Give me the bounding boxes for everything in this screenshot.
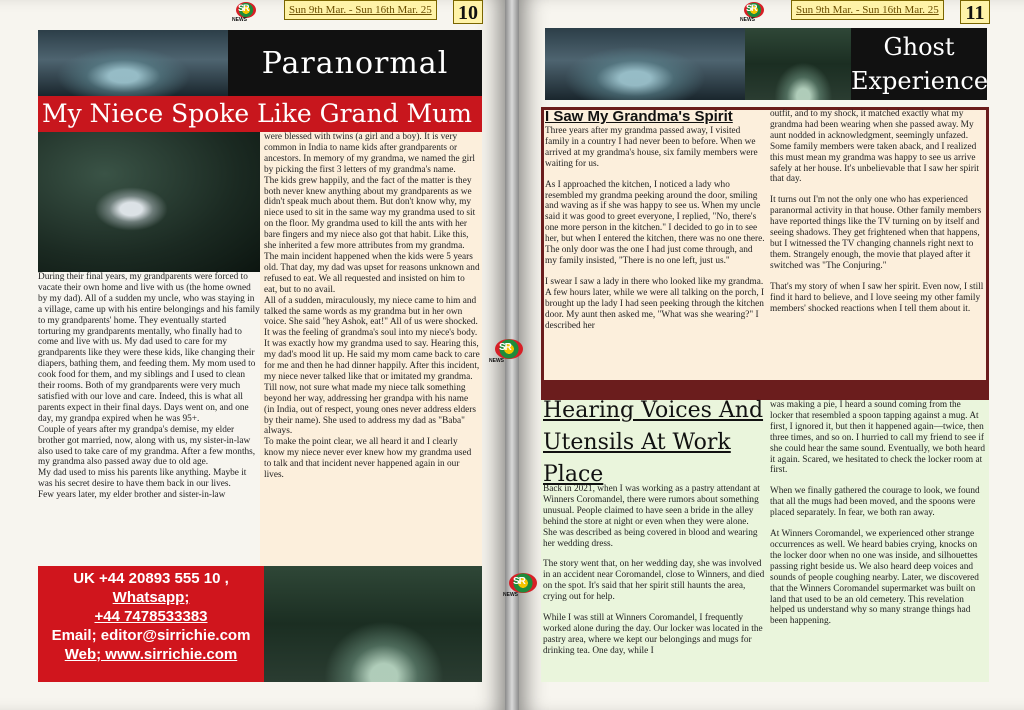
section-title-paranormal: Paranormal — [261, 45, 449, 81]
page-number-left: 10 — [453, 0, 483, 24]
whatsapp-phone-link[interactable]: +44 7478533383 — [94, 608, 208, 625]
ghost-banner-image — [545, 28, 745, 100]
section-title-ghost: Ghost — [883, 33, 955, 61]
sr-news-seal-lower: SR NEWS — [503, 570, 543, 600]
hearing-story-column-2 — [770, 400, 986, 680]
paragraph: All of a sudden, miraculously, my niece came to him and talked the same words as my grandma but in her own voice. She said "hey Ashok, eat!" All of us were shocked. It was the feeling of grandma's soul into my niece's body. It was exactly how my grandma used to say. Hearing this, my dad's mood lit up. He said my mom came back to care for me and then he had dinner happily. After this incident, my niece never talked like that or imitated my grandma. Till now, not sure what made my niece talk something beyond her way, addressing her grandpa with his name (in India, out of respect, young ones never address elders by their name). She used to address my dad as "Baba" always. — [264, 295, 480, 437]
misty-road-image-right — [745, 28, 851, 100]
date-range: Sun 9th Mar. - Sun 16th Mar. 25 — [284, 0, 437, 20]
sr-news-logo: SR NEWS — [232, 2, 266, 22]
hearing-story-title: Hearing Voices And Utensils At Work Place — [543, 398, 764, 487]
paragraph: As I approached the kitchen, I noticed a lady who resembled my grandma peeking around the door, smiling and waving as if she was happy to see us. When my uncle said it was good to greet everyone, I replied, "No, there's one more person in the kitchen." I decided to go in to see her, but when I entered the kitchen, there was no one there. The only door was the one I had just come through, and my family insisted, "There is no one left, just us." — [545, 179, 765, 266]
hearing-story-column-1 — [543, 484, 765, 680]
paragraph: Few years later, my elder brother and sister-in-law — [38, 490, 226, 501]
niece-story-column-1 — [38, 272, 260, 566]
paragraph: Three years after my grandma passed away, I visited family in a country I had never been to before. When we arrived at my grandma's house, six family members were waiting for us. — [545, 126, 758, 169]
ghost-experience-title-box — [851, 28, 987, 100]
section-title-experience: Experience — [851, 67, 989, 95]
paragraph: I swear I saw a lady in there who looked like my grandma. A few hours later, while we were all talking on the porch, I brought up the lady I had seen peeking through the kitchen door. My aunt then asked me, "What was she wearing?" I described her — [545, 276, 765, 331]
paranormal-title-box — [228, 30, 482, 96]
paragraph: It turns out I'm not the only one who has experienced paranormal activity in that house. Other family members have reported things like the TV turning on by itself and seeing shadows. They get frightened when that happens, but I witnessed the TV changing channels right next to them. Strangely enough, the movie that played after it switched was "The Conjuring." — [770, 195, 982, 271]
sr-news-seal-center: SR NEWS — [489, 336, 529, 366]
paragraph: The kids grew happily, and the fact of the matter is they both never knew anything about my grandparents as we didn't speak much about them. But don't know why, my niece used to sit in the same way my grandma used to sit on the floor. My grandma used to kill the ants with her bare fingers and my niece also got that habit. Like this, she inherited a few more attributes from my grandma. — [264, 175, 476, 252]
paragraph: My dad used to miss his parents like anything. Maybe it was his secret desire to have them back in our lives. — [38, 468, 247, 490]
headline-niece: My Niece Spoke Like Grand Mum — [38, 96, 482, 132]
spirit-story-column-2 — [770, 109, 984, 380]
email-link[interactable]: Email; editor@sirrichie.com — [51, 627, 251, 644]
paragraph: The main incident happened when the kids were 5 years old. That day, my dad was upset for reasons unknown and refused to eat. We all requested and insisted on him to eat, but to no avail. — [264, 251, 480, 295]
paragraph: That's my story of when I saw her spirit. Even now, I still find it hard to believe, and I love seeing my other family members' shocked reactions when I tell them about it. — [770, 281, 984, 314]
paragraph: To make the point clear, we all heard it and I clearly know my niece never ever knew how my grandma used to talk and that incident never happened again in our lives. — [264, 437, 472, 481]
website-link[interactable]: Web; www.sirrichie.com — [64, 646, 238, 663]
paragraph: During their final years, my grandparents were forced to vacate their own home and live with us (the home owned by my dad). All of a sudden my uncle, who was staying in a village, came up with his entire belongings and his family to my grandparents' home. They eventually started torturing my grandparents mentally, who finally had to come and live with us. My dad used to care for my grandparents like they were these kids, like changing their diapers, bathing them, and feeding them. My mom used to cook food for them, and my siblings and I used to clean their rooms. Both of my grandparents were very much satisfied with our love and care. Indeed, this is what all parents expect in their final days. Days went on, and one day, my grandpa expired when he was 95+. — [38, 272, 260, 424]
spirit-story-column-1 — [545, 126, 765, 380]
paranormal-banner-image — [38, 30, 228, 96]
paragraph: Back in 2021, when I was working as a pastry attendant at Winners Coromandel, there were rumors about something unusual. People claimed to have seen a bride in the alley behind the store at night or even when they were alone. She was described as being covered in blood and wearing her wedding dress. — [543, 484, 760, 549]
whatsapp-label: Whatsapp; — [112, 589, 190, 606]
page-number-right: 11 — [960, 0, 990, 24]
ghost-girl-image — [38, 132, 260, 272]
paragraph: When we finally gathered the courage to look, we found that all the mugs had been moved, and the spoons were placed separately. In fear, we both ran away. — [770, 486, 980, 519]
paragraph: While I was still at Winners Coromandel, I frequently worked alone during the day. Our locker was located in the pastry area, where we kept our belongings and mugs for drinking tea. One day, while I — [543, 613, 763, 656]
niece-story-column-2 — [260, 132, 482, 566]
misty-road-image-left — [264, 566, 482, 682]
contact-box — [38, 566, 264, 682]
date-range-right: Sun 9th Mar. - Sun 16th Mar. 25 — [791, 0, 944, 20]
paragraph: The story went that, on her wedding day, she was involved in an accident near Coromandel, close to Winners, and died on the spot. It's said that her spirit still haunts the area, crying out for help. — [543, 559, 765, 603]
paragraph: At Winners Coromandel, we experienced other strange occurrences as well. We heard babies crying, knocks on the locker door when no one was inside, and silhouettes passing right beside us. We also heard deep voices and sounds of people coughing nearby. Later, we discovered that the Winners Coromandel supermarket was built on land that used to be an old cemetery. This revelation helped us understand why so many strange things had been happening. — [770, 529, 979, 627]
paragraph: outfit, and to my shock, it matched exactly what my grandma had been wearing when she passed away. My aunt nodded in acknowledgment, seemingly unfazed. Some family members were taken aback, and I realized this must mean my grandma was happy to see us arrive safely at her house. It's unbelievable that I saw her spirit that day. — [770, 109, 979, 185]
paragraph: were blessed with twins (a girl and a boy). It is very common in India to name kids after grandparents or ancestors. In memory of my grandma, we named the girl by picking the first 3 letters of my grandma's name. — [264, 132, 475, 175]
spirit-story-title: I Saw My Grandma's Spirit — [545, 108, 733, 125]
paragraph: Couple of years after my grandpa's demise, my elder brother got married, now, along with us, my sister-in-law also used to take care of my grandma. After a few months, my grandma also passed away due to old age. — [38, 424, 256, 468]
paragraph: was making a pie, I heard a sound coming from the locker that resembled a spoon tapping against a mug. At first, I ignored it, but then it happened again—twice, then three times, and so on. I hurried to call my friend to see if she could hear the same sound. Eventually, we both heard it again. Scared, we hesitated to check the locker room at first. — [770, 400, 985, 476]
sr-news-logo-right: SR NEWS — [740, 2, 774, 22]
uk-phone: UK +44 20893 555 10 , — [73, 570, 229, 587]
